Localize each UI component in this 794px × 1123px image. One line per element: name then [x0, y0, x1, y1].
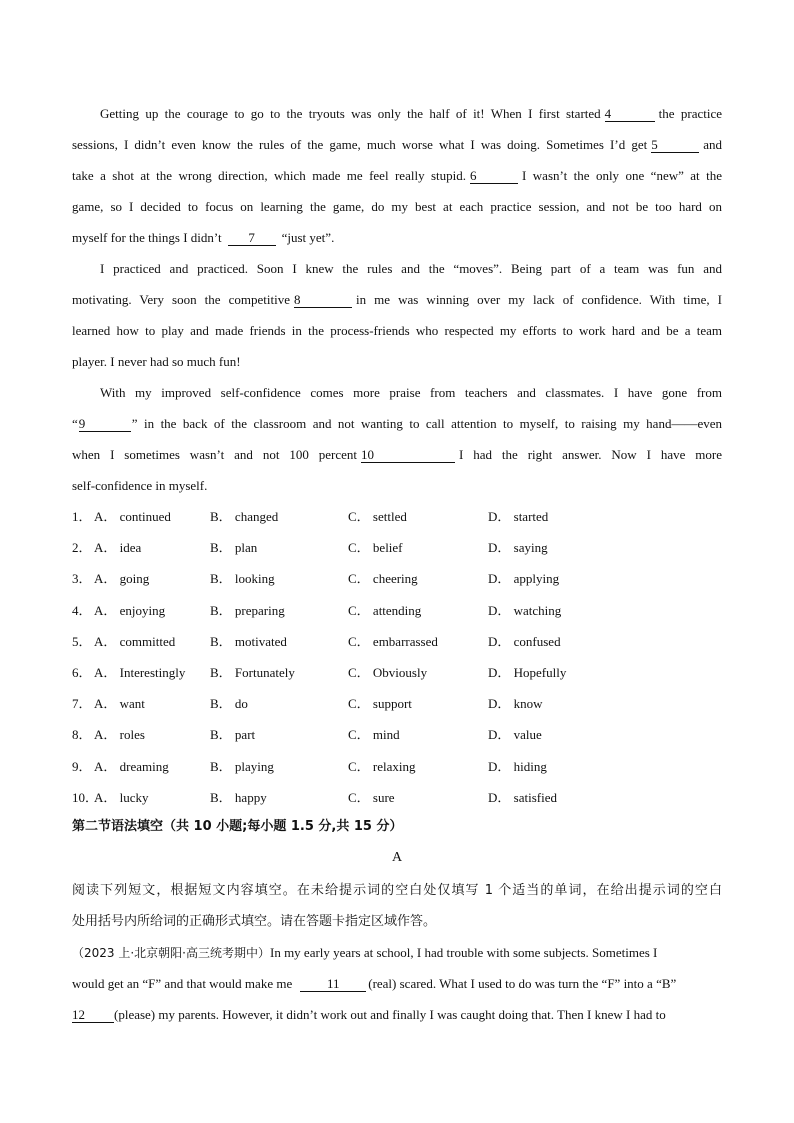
option-b: B． plan — [210, 540, 258, 556]
question-number: 5． — [72, 633, 92, 649]
text-segment: ” in the back of the classroom and not wanting to call attention to myself, to raising my hand——even — [131, 416, 722, 431]
option-a: A． continued — [94, 509, 171, 524]
option-a: A． dreaming — [94, 758, 169, 774]
option-b: B． preparing — [210, 602, 285, 618]
option-b: B． motivated — [210, 633, 287, 649]
passage-line: game, so I decided to focus on learning the game, do my best at each practice session, and not be too hard on — [72, 199, 722, 214]
option-c: C． cheering — [348, 571, 418, 587]
option-a: A． lucky — [94, 789, 149, 805]
option-row — [72, 595, 722, 626]
passage-line — [72, 160, 722, 191]
option-c: C． embarrassed — [348, 633, 438, 649]
part-label: A — [391, 849, 403, 865]
passage-line — [72, 284, 722, 315]
question-number: 1． — [72, 509, 92, 524]
blank-12: 12 — [72, 1007, 114, 1023]
text-segment: (real) scared. What I used to do was turn the “F” into a “B” — [368, 975, 677, 991]
text-segment: Getting up the courage to go to the tryouts was only the half of it! When I first started — [100, 106, 601, 121]
question-number: 4． — [72, 602, 92, 618]
option-d: D． started — [488, 509, 549, 524]
option-row — [72, 688, 722, 719]
document-page — [72, 98, 722, 1030]
question-number: 8． — [72, 727, 92, 743]
option-d: D． know — [488, 696, 543, 712]
question-number: 6． — [72, 664, 92, 680]
option-a: A． Interestingly — [94, 664, 186, 680]
source-label: （2023 上·北京朝阳·高三统考期中） — [72, 945, 270, 960]
option-d: D． value — [488, 727, 542, 743]
question-number: 3． — [72, 571, 92, 587]
passage-line: player. I never had so much fun! — [72, 354, 241, 369]
option-b: B． changed — [210, 509, 279, 524]
text-segment: “just yet”. — [281, 230, 335, 245]
passage-line — [72, 222, 722, 253]
passage-line — [72, 937, 722, 968]
option-b: B． do — [210, 696, 248, 712]
blank-7: 7 — [228, 230, 276, 246]
text-segment: I wasn’t the only one “new” at the — [522, 168, 722, 183]
text-segment: would get an “F” and that would make me — [72, 975, 293, 991]
text-segment: the practice — [658, 106, 722, 121]
option-row — [72, 626, 722, 657]
option-row — [72, 501, 722, 532]
text-segment: “ — [72, 416, 78, 431]
option-b: B． Fortunately — [210, 664, 295, 680]
option-a: A． want — [94, 696, 145, 712]
option-row — [72, 782, 722, 813]
question-number: 7． — [72, 696, 92, 712]
passage-line — [72, 439, 722, 470]
passage-line — [72, 999, 722, 1030]
option-d: D． watching — [488, 602, 562, 618]
option-c: C． support — [348, 696, 412, 712]
options-list — [72, 501, 722, 813]
option-row — [72, 719, 722, 750]
option-c: C． sure — [348, 789, 395, 805]
option-a: A． enjoying — [94, 602, 166, 618]
question-number: 10． — [72, 789, 99, 805]
text-segment: in me was winning over my lack of confidence. With time, I — [356, 292, 722, 307]
option-c: C． relaxing — [348, 758, 416, 774]
option-d: D． Hopefully — [488, 664, 567, 680]
question-number: 9． — [72, 758, 92, 774]
passage-line — [72, 129, 722, 160]
option-c: C． settled — [348, 509, 407, 524]
option-c: C． belief — [348, 540, 403, 556]
option-d: D． satisfied — [488, 789, 557, 805]
text-segment: myself for the things I didn’t — [72, 230, 222, 245]
passage-line: learned how to play and made friends in the process-friends who respected my efforts to work hard and be a team — [72, 323, 722, 338]
blank-8: 8 — [294, 292, 352, 308]
option-b: B． playing — [210, 758, 274, 774]
option-row — [72, 751, 722, 782]
option-c: C． mind — [348, 727, 400, 743]
question-number: 2． — [72, 540, 92, 556]
text-segment: motivating. Very soon the competitive — [72, 292, 290, 307]
instruction-line: 阅读下列短文，根据短文内容填空。在未给提示词的空白处仅填写 1 个适当的单词，在给出提示词的空白 — [72, 882, 722, 898]
section-title: 第二节语法填空（共 10 小题;每小题 1.5 分,共 15 分） — [72, 818, 403, 834]
text-segment: and — [703, 137, 722, 152]
text-segment: when I sometimes wasn’t and not 100 percent — [72, 447, 357, 462]
blank-6: 6 — [470, 168, 518, 184]
option-d: D． confused — [488, 633, 561, 649]
passage-line — [72, 408, 722, 439]
text-segment: sessions, I didn’t even know the rules of the game, much worse what I was doing. Sometimes I’d get — [72, 137, 648, 152]
option-b: B． part — [210, 727, 256, 743]
text-segment: I had the right answer. Now I have more — [459, 447, 722, 462]
blank-11: 11 — [300, 976, 366, 992]
text-segment: In my early years at school, I had trouble with some subjects. Sometimes I — [269, 944, 658, 960]
blank-5: 5 — [651, 137, 699, 153]
option-row — [72, 532, 722, 563]
option-row — [72, 657, 722, 688]
option-a: A． committed — [94, 633, 176, 649]
option-a: A． roles — [94, 727, 145, 743]
option-b: B． looking — [210, 571, 275, 587]
option-d: D． applying — [488, 571, 560, 587]
option-c: C． Obviously — [348, 664, 428, 680]
text-segment: (please) my parents. However, it didn’t work out and finally I was caught doing that. Then I knew I had to — [114, 1006, 666, 1022]
option-d: D． saying — [488, 540, 548, 556]
option-row — [72, 563, 722, 594]
passage-line: I practiced and practiced. Soon I knew the rules and the “moves”. Being part of a team was fun and — [100, 261, 722, 276]
text-segment: take a shot at the wrong direction, which made me feel really stupid. — [72, 168, 467, 183]
blank-4: 4 — [605, 106, 655, 122]
option-a: A． going — [94, 571, 150, 587]
passage-line: self-confidence in myself. — [72, 478, 208, 493]
passage-line: With my improved self-confidence comes more praise from teachers and classmates. I have gone from — [100, 385, 722, 400]
passage-line — [72, 98, 722, 129]
option-d: D． hiding — [488, 758, 547, 774]
instruction-line: 处用括号内所给词的正确形式填空。请在答题卡指定区域作答。 — [72, 913, 437, 929]
option-c: C． attending — [348, 602, 422, 618]
passage-line — [72, 968, 722, 999]
blank-10: 10 — [361, 447, 455, 463]
option-b: B． happy — [210, 789, 267, 805]
option-a: A． idea — [94, 540, 142, 556]
blank-9: 9 — [79, 416, 131, 432]
